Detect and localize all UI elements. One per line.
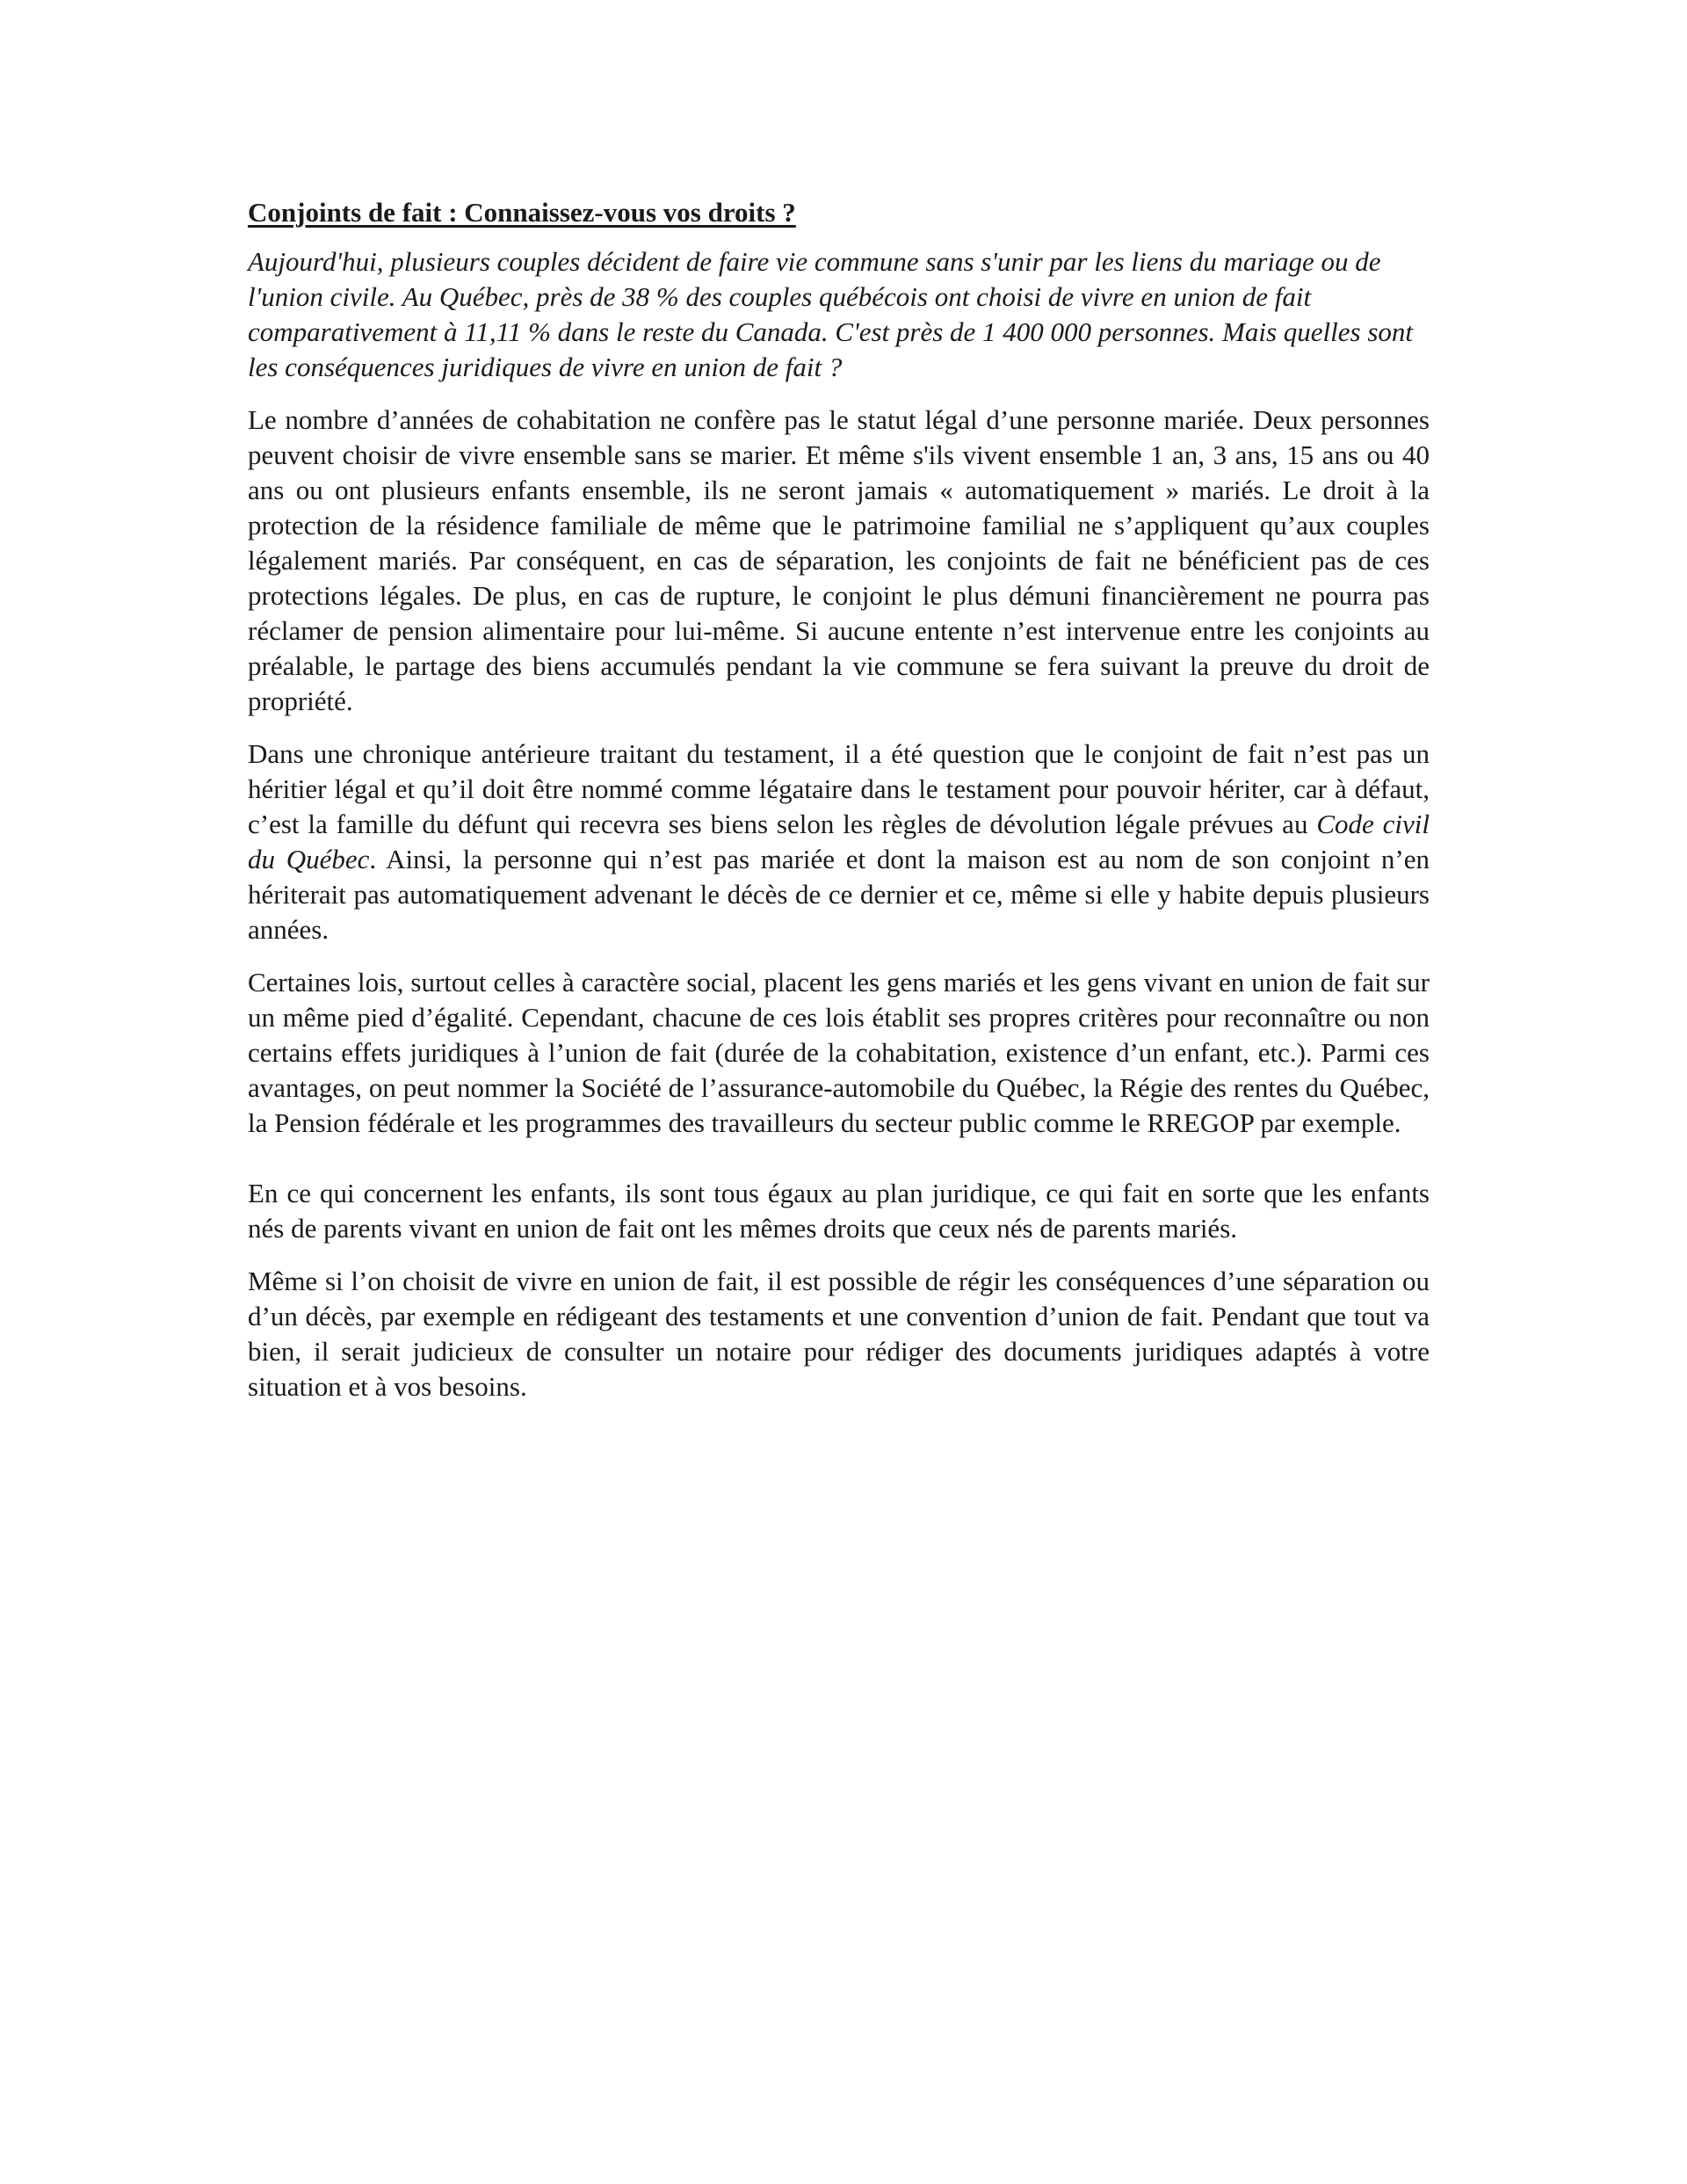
paragraph-social-laws: Certaines lois, surtout celles à caractère social, placent les gens mariés et les gens vivant en union de fait sur un même pied d’égalité. Cependant, chacune de ces lois établit ses propres critères pour reconnaître ou non certains effets juridiques à l’union de fait (durée de la cohabitation, existence d’un enfant, etc.). Parmi ces avantages, on peut nommer la Société de l’assurance-automobile du Québec, la Régie des rentes du Québec, la Pension fédérale et les programmes des travailleurs du secteur public comme le RREGOP par exemple. xyxy=(248,967,1430,1138)
paragraph-testament-text-1: Dans une chronique antérieure traitant du testament, il a été question que le conjoint de fait n’est pas un héritier légal et qu’il doit être nommé comme légataire dans le testament pour pouvoir hériter, car à défaut, c’est la famille du défunt qui recevra ses biens selon les règles de dévolution légale prévues au xyxy=(248,738,1430,839)
paragraph-conclusion: Même si l’on choisit de vivre en union de fait, il est possible de régir les conséquences d’une séparation ou d’un décès, par exemple en rédigeant des testaments et une convention d’union de fait. Pendant que tout va bien, il serait judicieux de consulter un notaire pour rédiger des documents juridiques adaptés à votre situation et à vos besoins. xyxy=(248,1266,1430,1402)
paragraph-children: En ce qui concernent les enfants, ils sont tous égaux au plan juridique, ce qui fait en sorte que les enfants nés de parents vivant en union de fait ont les mêmes droits que ceux nés de parents mariés. xyxy=(248,1178,1430,1244)
paragraph-cohabitation: Le nombre d’années de cohabitation ne confère pas le statut légal d’une personne mariée. Deux personnes peuvent choisir de vivre ensemble sans se marier. Et même s'ils vivent ensemble 1 an, 3 ans, 15 ans ou 40 ans ou ont plusieurs enfants ensemble, ils ne seront jamais « automatiquement » mariés. Le droit à la protection de la résidence familiale de même que le patrimoine familial ne s’appliquent qu’aux couples légalement mariés. Par conséquent, en cas de séparation, les conjoints de fait ne bénéficient pas de ces protections légales. De plus, en cas de rupture, le conjoint le plus démuni financièrement ne pourra pas réclamer de pension alimentaire pour lui-même. Si aucune entente n’est intervenue entre les conjoints au préalable, le partage des biens accumulés pendant la vie commune se fera suivant la preuve du droit de propriété. xyxy=(248,404,1430,716)
document-page xyxy=(248,195,1430,1422)
code-civil-citation: Code civil du Québec xyxy=(248,809,1430,874)
article-title: Conjoints de fait : Connaissez-vous vos droits ? xyxy=(248,197,796,228)
paragraph-testament xyxy=(248,736,1430,947)
paragraph-testament-text-2: . Ainsi, la personne qui n’est pas mariée et dont la maison est au nom de son conjoint n’en hériterait pas automatiquement advenant le décès de ce dernier et ce, même si elle y habite depuis plusieurs années. xyxy=(248,844,1430,945)
article-intro: Aujourd'hui, plusieurs couples décident de faire vie commune sans s'unir par les liens du mariage ou de l'union civile. Au Québec, près de 38 % des couples québécois ont choisi de vivre en union de fait comparativement à 11,11 % dans le reste du Canada. C'est près de 1 400 000 personnes. Mais quelles sont les conséquences juridiques de vivre en union de fait ? xyxy=(248,246,1413,382)
